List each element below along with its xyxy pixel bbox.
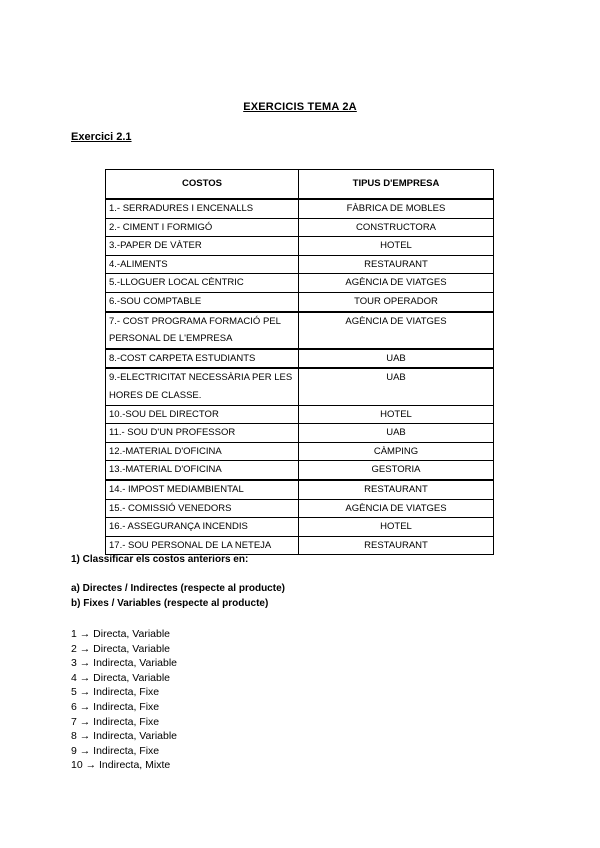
cost-cell: 10.-SOU DEL DIRECTOR [106, 405, 299, 424]
table-row [106, 292, 494, 311]
type-cell: RESTAURANT [299, 480, 494, 499]
list-item: 1 → Directa, Variable [71, 628, 171, 640]
cost-cell: 15.- COMISSIÓ VENEDORS [106, 499, 299, 518]
cost-cell: 1.- SERRADURES I ENCENALLS [106, 199, 299, 218]
table-row [106, 480, 494, 499]
cost-cell: 3.-PAPER DE VÀTER [106, 237, 299, 256]
cost-cell: 5.-LLOGUER LOCAL CÈNTRIC [106, 274, 299, 293]
cost-cell: 11.- SOU D'UN PROFESSOR [106, 424, 299, 443]
type-cell: FÀBRICA DE MOBLES [299, 199, 494, 218]
type-cell: CÀMPING [299, 442, 494, 461]
costs-table [105, 169, 494, 555]
question-1: 1) Classificar els costos anteriors en: [71, 554, 249, 565]
table-header-row [106, 170, 494, 200]
question-part-a: a) Directes / Indirectes (respecte al producte) [71, 583, 285, 594]
list-item: 2 → Directa, Variable [71, 642, 171, 655]
cost-cell: 4.-ALIMENTS [106, 255, 299, 274]
document-title: EXERCICIS TEMA 2A [243, 101, 357, 113]
table-row [106, 199, 494, 218]
cost-cell: 2.- CIMENT I FORMIGÓ [106, 218, 299, 237]
cost-cell: 12.-MATERIAL D'OFICINA [106, 442, 299, 461]
type-cell: UAB [299, 368, 494, 405]
cost-cell: 9.-ELECTRICITAT NECESSÀRIA PER LES HORES DE CLASSE. [106, 368, 299, 405]
table-row [106, 536, 494, 555]
type-cell: RESTAURANT [299, 536, 494, 555]
type-cell: GESTORIA [299, 461, 494, 480]
type-cell: AGÈNCIA DE VIATGES [299, 312, 494, 349]
cost-cell: 14.- IMPOST MEDIAMBIENTAL [106, 480, 299, 499]
list-item: 3 → Indirecta, Variable [71, 657, 178, 670]
table-row [106, 405, 494, 424]
header-costs: COSTOS [106, 170, 299, 200]
table-row [106, 274, 494, 293]
exercise-heading: Exercici 2.1 [71, 131, 132, 143]
list-item: 6 → Indirecta, Fixe [71, 700, 160, 713]
cost-cell: 13.-MATERIAL D'OFICINA [106, 461, 299, 480]
type-cell: AGÈNCIA DE VIATGES [299, 274, 494, 293]
type-cell: AGÈNCIA DE VIATGES [299, 499, 494, 518]
list-item: 8 → Indirecta, Variable [71, 730, 178, 743]
type-cell: HOTEL [299, 237, 494, 256]
list-item: 9 → Indirecta, Fixe [71, 744, 160, 757]
table-row [106, 218, 494, 237]
table-row [106, 461, 494, 480]
cost-cell: 17.- SOU PERSONAL DE LA NETEJA [106, 536, 299, 555]
type-cell: TOUR OPERADOR [299, 292, 494, 311]
answers-list [71, 627, 177, 773]
cost-cell: 8.-COST CARPETA ESTUDIANTS [106, 349, 299, 369]
table-row [106, 499, 494, 518]
table-row [106, 518, 494, 537]
list-item: 4 → Directa, Variable [71, 671, 171, 684]
table-row [106, 442, 494, 461]
list-item: 7 → Indirecta, Fixe [71, 715, 160, 728]
type-cell: CONSTRUCTORA [299, 218, 494, 237]
table-row [106, 255, 494, 274]
table-row [106, 349, 494, 369]
type-cell: HOTEL [299, 405, 494, 424]
list-item: 10 → Indirecta, Mixte [71, 759, 171, 772]
question-part-b: b) Fixes / Variables (respecte al producte) [71, 598, 269, 609]
list-item: 5 → Indirecta, Fixe [71, 686, 160, 699]
cost-cell: 6.-SOU COMPTABLE [106, 292, 299, 311]
header-company-type: TIPUS D'EMPRESA [299, 170, 494, 200]
type-cell: HOTEL [299, 518, 494, 537]
table-row [106, 368, 494, 405]
type-cell: UAB [299, 349, 494, 369]
table-row [106, 237, 494, 256]
cost-cell: 16.- ASSEGURANÇA INCENDIS [106, 518, 299, 537]
table-row [106, 312, 494, 349]
type-cell: RESTAURANT [299, 255, 494, 274]
type-cell: UAB [299, 424, 494, 443]
cost-cell: 7.- COST PROGRAMA FORMACIÓ PEL PERSONAL DE L'EMPRESA [106, 312, 299, 349]
table-row [106, 424, 494, 443]
